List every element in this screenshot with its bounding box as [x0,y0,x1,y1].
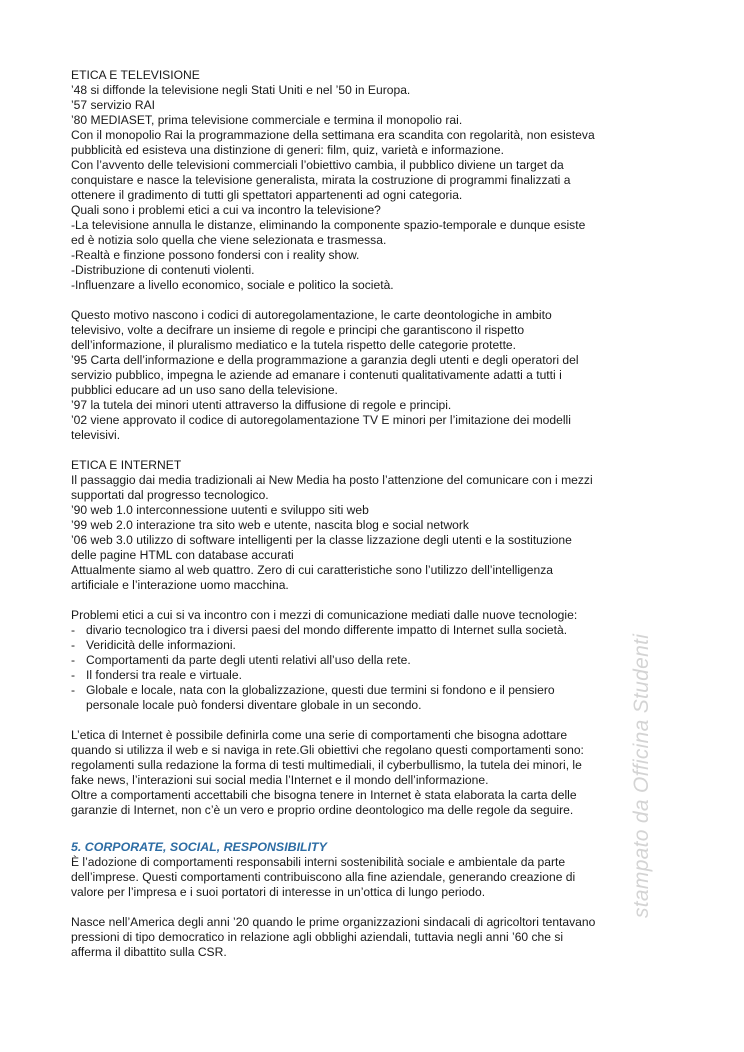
text-line: Attualmente siamo al web quattro. Zero di cui caratteristiche sono l’utilizzo dell’intelligenza [71,563,553,577]
text-line: dell’imprese. Questi comportamenti contribuiscono alla fine aziendale, generando creazione di [71,870,576,884]
problems-intro: Problemi etici a cui si va incontro con i mezzi di comunicazione mediati dalle nuove tecnologie: [71,608,578,622]
text-line: supportati dal progresso tecnologico. [71,488,269,502]
text-line: ’97 la tutela dei minori utenti attraverso la diffusione di regole e principi. [71,398,452,412]
list-item [71,653,681,668]
watermark: stampato da Officina Studenti [630,633,653,918]
bullet-dash: - [71,668,76,682]
document-page [71,68,681,960]
text-line: Con l’avvento delle televisioni commerciali l’obiettivo cambia, il pubblico diviene un target da [71,158,564,172]
csr-paragraph [71,855,681,900]
text-line: Quali sono i problemi etici a cui va incontro la televisione? [71,203,381,217]
paragraph-gap [71,593,681,608]
text-line: -Realtà e finzione possono fondersi con i reality show. [71,248,360,262]
list-item-text: Il fondersi tra reale e virtuale. [86,668,242,682]
paragraph-gap [71,443,681,458]
list-item [71,683,681,698]
text-line: afferma il dibattito sulla CSR. [71,945,227,959]
text-line: L’etica di Internet è possibile definirla come una serie di comportamenti che bisogna adottare [71,728,568,742]
tv-codes-paragraph [71,308,681,443]
text-line: Oltre a comportamenti accettabili che bisogna tenere in Internet è stata elaborata la carta delle [71,788,577,802]
text-line: pubblici educare ad un uso sano della televisione. [71,383,338,397]
section-heading-internet: ETICA E INTERNET [71,458,182,472]
text-line: valore per l’impresa e i suoi portatori di interesse in un’ottica di lungo periodo. [71,885,486,899]
paragraph-gap [71,900,681,915]
text-line: ’57 servizio RAI [71,98,156,112]
bullet-dash: - [71,653,76,667]
section-heading-tv: ETICA E TELEVISIONE [71,68,200,82]
text-line: delle pagine HTML con database accurati [71,548,294,562]
text-line: Questo motivo nascono i codici di autoregolamentazione, le carte deontologiche in ambito [71,308,552,322]
text-line: televisivi. [71,428,121,442]
text-line: televisivo, volte a decifrare un insieme di regole e principi che garantiscono il rispetto [71,323,525,337]
tv-paragraph [71,83,681,293]
text-line: -La televisione annulla le distanze, eliminando la componente spazio-temporale e dunque esiste [71,218,586,232]
text-line: Nasce nell’America degli anni ’20 quando le prime organizzazioni sindacali di agricoltori tentavano [71,915,596,929]
text-line: pubblicità ed esisteva una distinzione di generi: film, quiz, varietà e informazione. [71,143,504,157]
section-gap [71,818,681,840]
list-item [71,623,681,638]
text-line: quando si utilizza il web e si naviga in rete.Gli obiettivi che regolano questi comportamenti sono: [71,743,584,757]
text-line: regolamenti sulla redazione la forma di testi multimediali, il cyberbullismo, la tutela dei minori, le [71,758,582,772]
bullet-dash: - [71,638,76,652]
text-line: garanzie di Internet, non c’è un vero e proprio ordine deontologico ma delle regole da seguire. [71,803,574,817]
list-item-text: Globale e locale, nata con la globalizzazione, questi due termini si fondono e il pensiero [86,683,555,697]
text-line: ’80 MEDIASET, prima televisione commerciale e termina il monopolio rai. [71,113,463,127]
section-heading-csr: 5. CORPORATE, SOCIAL, RESPONSIBILITY [71,840,327,854]
text-line: ’90 web 1.0 interconnessione uutenti e sviluppo siti web [71,503,369,517]
text-line: pressioni di tipo democratico in relazione agli obblighi aziendali, tuttavia negli anni ’60 che si [71,930,564,944]
internet-paragraph [71,473,681,593]
text-line: Con il monopolio Rai la programmazione della settimana era scandita con regolarità, non esisteva [71,128,595,142]
list-item-text: Veridicità delle informazioni. [86,638,236,652]
internet-ethics-paragraph [71,728,681,818]
problems-list [71,623,681,713]
text-line: ed è notizia solo quella che viene selezionata e trasmessa. [71,233,387,247]
text-line: dell’informazione, il pluralismo mediatico e la tutela rispetto delle categorie protette. [71,338,517,352]
text-line: -Influenzare a livello economico, sociale e politico la società. [71,278,394,292]
list-item-continuation: personale locale può fondersi diventare globale in un secondo. [86,698,422,712]
list-item [71,638,681,653]
text-line: artificiale e l’interazione uomo macchina. [71,578,289,592]
bullet-dash: - [71,623,76,637]
text-line: Il passaggio dai media tradizionali ai New Media ha posto l’attenzione del comunicare con i mezzi [71,473,593,487]
list-item-text: divario tecnologico tra i diversi paesi del mondo differente impatto di Internet sulla società. [86,623,568,637]
text-line: ’02 viene approvato il codice di autoregolamentazione TV E minori per l’imitazione dei modelli [71,413,571,427]
text-line: ’06 web 3.0 utilizzo di software intelligenti per la classe lizzazione degli utenti e la sostituzione [71,533,572,547]
bullet-dash: - [71,683,76,697]
text-line: fake news, l’interazioni sui social media l’Internet e il mondo dell’informazione. [71,773,489,787]
list-item-text: Comportamenti da parte degli utenti relativi all’uso della rete. [86,653,411,667]
text-line: servizio pubblico, impegna le aziende ad emanare i contenuti qualitativamente adatti a tutti i [71,368,562,382]
text-line: ’99 web 2.0 interazione tra sito web e utente, nascita blog e social network [71,518,469,532]
text-line: È l’adozione di comportamenti responsabili interni sostenibilità sociale e ambientale da parte [71,855,566,869]
text-line: conquistare e nasce la televisione generalista, mirata la costruzione di programmi finalizzati a [71,173,571,187]
text-line: -Distribuzione di contenuti violenti. [71,263,255,277]
text-line: ’95 Carta dell’informazione e della programmazione a garanzia degli utenti e degli operatori del [71,353,579,367]
csr-history-paragraph [71,915,681,960]
text-line: ottenere il gradimento di tutti gli spettatori appartenenti ad ogni categoria. [71,188,463,202]
list-item [71,668,681,683]
paragraph-gap [71,713,681,728]
paragraph-gap [71,293,681,308]
text-line: ’48 si diffonde la televisione negli Stati Uniti e nel ’50 in Europa. [71,83,411,97]
